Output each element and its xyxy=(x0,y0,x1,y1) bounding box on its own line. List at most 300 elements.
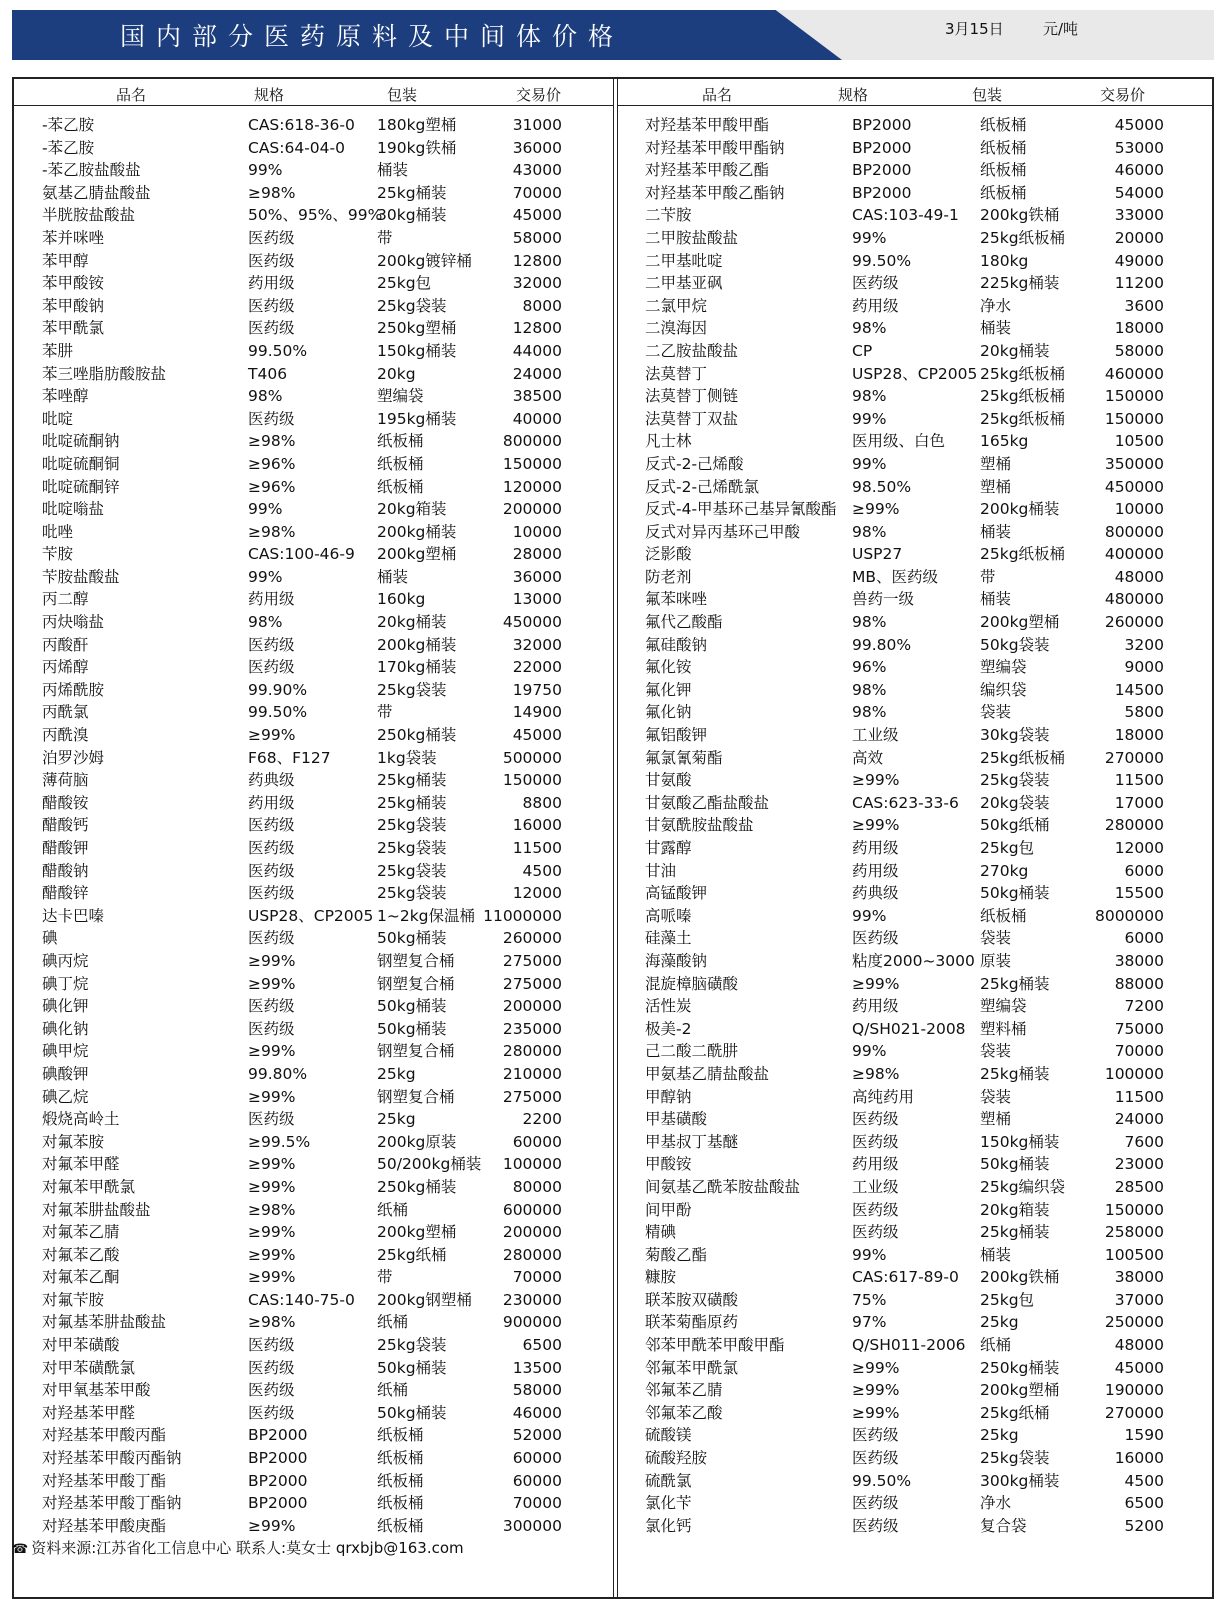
price: 70000 xyxy=(512,1494,562,1513)
price: 800000 xyxy=(502,432,562,451)
product-name: 对甲苯磺酸 xyxy=(42,1336,120,1355)
packaging: 150kg桶装 xyxy=(377,341,457,360)
price: 18000 xyxy=(1114,319,1164,338)
price: 3200 xyxy=(1124,635,1164,654)
spec: 98% xyxy=(852,613,887,632)
packaging: 25kg袋装 xyxy=(377,680,447,699)
price: 45000 xyxy=(1114,1358,1164,1377)
packaging: 25kg xyxy=(377,1064,416,1083)
spec: 医药级 xyxy=(248,635,295,654)
price: 38000 xyxy=(1114,951,1164,970)
spec: 97% xyxy=(852,1313,887,1332)
packaging: 25kg xyxy=(980,1426,1019,1445)
price: 12000 xyxy=(1114,839,1164,857)
table-row xyxy=(0,543,1226,566)
product-name: 苯唑醇 xyxy=(42,387,89,406)
price: 300000 xyxy=(502,1516,562,1535)
spec: 99% xyxy=(248,161,283,180)
spec: 医药级 xyxy=(852,929,899,948)
spec: 工业级 xyxy=(852,726,899,745)
table-row xyxy=(0,476,1226,499)
product-name: 苯并咪唑 xyxy=(42,228,105,247)
packaging: 50kg纸桶 xyxy=(980,816,1050,835)
packaging: 200kg桶装 xyxy=(980,500,1060,519)
packaging: 桶装 xyxy=(980,319,1012,338)
price: 16000 xyxy=(1114,1449,1164,1468)
right-header-spec: 规格 xyxy=(838,86,869,104)
product-name: 氨基乙腈盐酸盐 xyxy=(42,183,151,202)
product-name: 甘油 xyxy=(645,861,677,880)
product-name: 联苯胺双磺酸 xyxy=(645,1290,739,1309)
price: 48000 xyxy=(1114,1336,1164,1355)
product-name: 间甲酚 xyxy=(645,1200,692,1219)
spec: T406 xyxy=(248,364,288,383)
spec: BP2000 xyxy=(248,1449,308,1468)
packaging: 纸板桶 xyxy=(377,1516,424,1535)
spec: 98% xyxy=(248,387,283,406)
price: 17000 xyxy=(1114,793,1164,812)
price: 7200 xyxy=(1124,997,1164,1016)
price: 49000 xyxy=(1114,251,1164,270)
packaging: 塑桶 xyxy=(980,454,1012,473)
spec: ≥99% xyxy=(248,1245,296,1264)
packaging: 25kg袋装 xyxy=(377,861,447,880)
product-name: 碘丙烷 xyxy=(42,951,89,970)
table-row xyxy=(0,973,1226,996)
product-name: 吡啶硫酮钠 xyxy=(42,432,120,451)
spec: 高效 xyxy=(852,748,884,767)
spec: ≥99% xyxy=(852,816,900,835)
price: 46000 xyxy=(1114,161,1164,180)
table-row xyxy=(0,837,1226,860)
price: 16000 xyxy=(512,816,562,835)
price: 12800 xyxy=(512,251,562,270)
spec: ≥96% xyxy=(248,477,296,496)
product-name: 硫酸镁 xyxy=(645,1426,692,1445)
table-row xyxy=(0,950,1226,973)
product-name: 醋酸钙 xyxy=(42,816,89,835)
price: 8000000 xyxy=(1094,906,1164,925)
product-name: 达卡巴嗪 xyxy=(42,906,105,925)
source-note-text: 资料来源:江苏省化工信息中心 联系人:莫女士 qrxbjb@163.com xyxy=(31,1539,464,1557)
packaging: 袋装 xyxy=(980,703,1012,722)
table-row xyxy=(0,882,1226,905)
table-row xyxy=(0,1086,1226,1109)
packaging: 25kg桶装 xyxy=(980,974,1050,993)
table-row xyxy=(0,182,1226,205)
packaging: 50kg桶装 xyxy=(980,1155,1050,1174)
product-name: 吡唑 xyxy=(42,522,74,541)
table-row xyxy=(0,588,1226,611)
price: 11500 xyxy=(1114,1087,1164,1106)
product-name: 氟化铵 xyxy=(645,658,692,677)
price: 1590 xyxy=(1124,1426,1164,1445)
header-rule-right xyxy=(618,105,1212,106)
product-name: 薄荷脑 xyxy=(42,771,89,790)
packaging: 20kg箱装 xyxy=(377,500,447,519)
packaging: 纸板桶 xyxy=(377,1426,424,1445)
product-name: 法莫替丁侧链 xyxy=(645,387,739,406)
packaging: 50kg桶装 xyxy=(377,1403,447,1422)
product-name: -苯乙胺盐酸盐 xyxy=(42,161,141,180)
packaging: 带 xyxy=(377,1268,393,1287)
price: 75000 xyxy=(1114,1019,1164,1038)
spec: CAS:140-75-0 xyxy=(248,1290,355,1309)
product-name: 醋酸铵 xyxy=(42,793,89,812)
packaging: 25kg包 xyxy=(980,839,1035,857)
product-name: 对羟基苯甲酸乙酯 xyxy=(645,161,770,180)
table-row xyxy=(0,1424,1226,1447)
price: 400000 xyxy=(1104,545,1164,564)
price: 450000 xyxy=(502,613,562,632)
price: 43000 xyxy=(512,161,562,180)
product-name: 煅烧高岭土 xyxy=(42,1110,120,1129)
price: 37000 xyxy=(1114,1290,1164,1309)
table-row xyxy=(0,498,1226,521)
packaging: 钢塑复合桶 xyxy=(377,974,455,993)
product-name: 二甲胺盐酸盐 xyxy=(645,228,739,247)
packaging: 纸板桶 xyxy=(377,1471,424,1490)
price: 275000 xyxy=(502,974,562,993)
table-row xyxy=(0,792,1226,815)
product-name: 混旋樟脑磺酸 xyxy=(645,974,739,993)
product-name: 半胱胺盐酸盐 xyxy=(42,206,136,225)
packaging: 200kg桶装 xyxy=(377,522,457,541)
spec: 医药级 xyxy=(248,1019,295,1038)
table-row xyxy=(0,679,1226,702)
table-row xyxy=(0,905,1226,928)
price: 460000 xyxy=(1104,364,1164,383)
price: 45000 xyxy=(1114,116,1164,134)
spec: Q/SH011-2006 xyxy=(852,1336,966,1355)
table-row xyxy=(0,1492,1226,1515)
price: 235000 xyxy=(502,1019,562,1038)
spec: ≥99% xyxy=(852,771,900,790)
packaging: 净水 xyxy=(980,296,1012,315)
table-row xyxy=(0,1515,1226,1538)
spec: 98% xyxy=(248,613,283,632)
product-name: 泊罗沙姆 xyxy=(42,748,105,767)
product-name: 碘酸钾 xyxy=(42,1064,89,1083)
spec: ≥99% xyxy=(248,1516,296,1535)
telephone-icon: ☎ xyxy=(12,1542,29,1557)
packaging: 原装 xyxy=(980,951,1012,970)
packaging: 225kg桶装 xyxy=(980,274,1060,293)
right-header-pack: 包装 xyxy=(972,86,1003,104)
left-header-spec: 规格 xyxy=(254,86,285,104)
packaging: 编织袋 xyxy=(980,680,1027,699)
price: 33000 xyxy=(1114,206,1164,225)
table-row xyxy=(0,137,1226,160)
table-row xyxy=(0,1221,1226,1244)
spec: ≥99% xyxy=(248,951,296,970)
table-row xyxy=(0,1357,1226,1380)
packaging: 25kg纸板桶 xyxy=(980,228,1066,247)
packaging: 纸桶 xyxy=(377,1381,409,1400)
spec: USP27 xyxy=(852,545,903,564)
price: 8800 xyxy=(522,793,562,812)
product-name: 苯甲酰氯 xyxy=(42,319,105,338)
price: 38000 xyxy=(1114,1268,1164,1287)
price: 58000 xyxy=(512,228,562,247)
product-name: 碘乙烷 xyxy=(42,1087,89,1106)
price: 150000 xyxy=(502,454,562,473)
packaging: 钢塑复合桶 xyxy=(377,951,455,970)
product-name: 苄胺 xyxy=(42,545,74,564)
product-name: 碘甲烷 xyxy=(42,1042,89,1061)
price: 36000 xyxy=(512,567,562,586)
price: 9000 xyxy=(1124,658,1164,677)
spec: 医药级 xyxy=(852,1110,899,1129)
packaging: 25kg编织袋 xyxy=(980,1177,1066,1196)
product-name: 对氟苯肼盐酸盐 xyxy=(42,1200,151,1219)
packaging: 袋装 xyxy=(980,1087,1012,1106)
packaging: 165kg xyxy=(980,432,1029,451)
spec: BP2000 xyxy=(852,161,912,180)
packaging: 25kg纸板桶 xyxy=(980,364,1066,383)
product-name: 硫酰氯 xyxy=(645,1471,692,1490)
table-row xyxy=(0,995,1226,1018)
packaging: 纸板桶 xyxy=(377,1449,424,1468)
table-row xyxy=(0,769,1226,792)
price: 480000 xyxy=(1104,590,1164,609)
product-name: 邻氟苯乙腈 xyxy=(645,1381,723,1400)
price: 6500 xyxy=(522,1336,562,1355)
price: 14900 xyxy=(512,703,562,722)
spec: 99% xyxy=(852,1245,887,1264)
product-name: 氯化钙 xyxy=(645,1516,692,1535)
product-name: 甲基磺酸 xyxy=(645,1110,708,1129)
price: 28000 xyxy=(512,545,562,564)
packaging: 195kg桶装 xyxy=(377,409,457,428)
product-name: 苯甲酸铵 xyxy=(42,274,105,293)
spec: ≥99% xyxy=(248,1042,296,1061)
spec: 99.50% xyxy=(852,251,912,270)
packaging: 50kg袋装 xyxy=(980,635,1050,654)
product-name: 苄胺盐酸盐 xyxy=(42,567,120,586)
packaging: 纸桶 xyxy=(377,1200,409,1219)
product-name: 氟氯氰菊酯 xyxy=(645,748,723,767)
product-name: 氟化钠 xyxy=(645,703,692,722)
product-name: 对氟苯乙酸 xyxy=(42,1245,120,1264)
spec: ≥98% xyxy=(248,432,296,451)
packaging: 200kg原装 xyxy=(377,1132,457,1151)
price: 70000 xyxy=(512,183,562,202)
product-name: 二苄胺 xyxy=(645,206,692,225)
table-row xyxy=(0,656,1226,679)
packaging: 25kg纸板桶 xyxy=(980,387,1066,406)
spec: 98.50% xyxy=(852,477,912,496)
packaging: 袋装 xyxy=(980,1042,1012,1061)
packaging: 25kg纸板桶 xyxy=(980,545,1066,564)
table-row xyxy=(0,408,1226,431)
spec: 75% xyxy=(852,1290,887,1309)
product-name: 反式-2-己烯酸 xyxy=(645,454,744,473)
packaging: 25kg纸桶 xyxy=(980,1403,1050,1422)
price: 70000 xyxy=(512,1268,562,1287)
spec: CAS:64-04-0 xyxy=(248,138,345,157)
packaging: 钢塑复合桶 xyxy=(377,1087,455,1106)
packaging: 袋装 xyxy=(980,929,1012,948)
price: 200000 xyxy=(502,997,562,1016)
spec: 医药级 xyxy=(248,319,295,338)
product-name: 醋酸钾 xyxy=(42,839,89,857)
spec: 99% xyxy=(248,500,283,519)
table-row xyxy=(0,1311,1226,1334)
table-row xyxy=(0,860,1226,883)
packaging: 200kg钢塑桶 xyxy=(377,1290,472,1309)
product-name: 甘氨酸乙酯盐酸盐 xyxy=(645,793,770,812)
packaging: 20kg桶装 xyxy=(980,341,1050,360)
spec: ≥98% xyxy=(248,522,296,541)
packaging: 25kg纸板桶 xyxy=(980,409,1066,428)
spec: 药用级 xyxy=(852,839,899,857)
price: 60000 xyxy=(512,1132,562,1151)
product-name: 对氟苯乙酮 xyxy=(42,1268,120,1287)
price: 5800 xyxy=(1124,703,1164,722)
packaging: 25kg袋装 xyxy=(377,884,447,903)
price: 70000 xyxy=(1114,1042,1164,1061)
table-row xyxy=(0,927,1226,950)
price: 100500 xyxy=(1104,1245,1164,1264)
product-name: 联苯菊酯原药 xyxy=(645,1313,739,1332)
product-name: 丙酸酐 xyxy=(42,635,89,654)
price: 150000 xyxy=(1104,409,1164,428)
spec: ≥99% xyxy=(852,1403,900,1422)
packaging: 190kg铁桶 xyxy=(377,138,457,157)
spec: 医药级 xyxy=(248,296,295,315)
packaging: 200kg桶装 xyxy=(377,635,457,654)
spec: 医药级 xyxy=(248,1381,295,1400)
product-name: 碘化钠 xyxy=(42,1019,89,1038)
packaging: 桶装 xyxy=(377,567,409,586)
packaging: 25kg桶装 xyxy=(377,793,447,812)
packaging: 20kg箱装 xyxy=(980,1200,1050,1219)
product-name: 硫酸羟胺 xyxy=(645,1449,708,1468)
price: 14500 xyxy=(1114,680,1164,699)
product-name: 氟苯咪唑 xyxy=(645,590,708,609)
table-row xyxy=(0,1244,1226,1267)
packaging: 1~2kg保温桶 xyxy=(377,906,476,925)
product-name: 苯三唑脂肪酸胺盐 xyxy=(42,364,167,383)
spec: 99% xyxy=(248,567,283,586)
product-name: 硅藻土 xyxy=(645,929,692,948)
price: 450000 xyxy=(1104,477,1164,496)
table-row xyxy=(0,1131,1226,1154)
spec: 99% xyxy=(852,409,887,428)
product-name: 活性炭 xyxy=(645,997,692,1016)
left-header-price: 交易价 xyxy=(516,86,562,104)
product-name: 防老剂 xyxy=(645,567,692,586)
packaging: 25kg桶装 xyxy=(980,1064,1050,1083)
spec: 药典级 xyxy=(852,884,899,903)
product-name: -苯乙胺 xyxy=(42,138,95,157)
source-note xyxy=(12,1537,464,1558)
table-row xyxy=(0,385,1226,408)
product-name: 醋酸钠 xyxy=(42,861,89,880)
right-header-price: 交易价 xyxy=(1100,86,1146,104)
packaging: 50kg桶装 xyxy=(377,997,447,1016)
spec: BP2000 xyxy=(248,1471,308,1490)
price: 6500 xyxy=(1124,1494,1164,1513)
spec: ≥99% xyxy=(248,1087,296,1106)
packaging: 25kg纸板桶 xyxy=(980,748,1066,767)
price: 15500 xyxy=(1114,884,1164,903)
spec: F68、F127 xyxy=(248,748,331,767)
product-name: 二甲基吡啶 xyxy=(645,251,723,270)
price: 18000 xyxy=(1114,726,1164,745)
packaging: 纸板桶 xyxy=(980,116,1027,134)
packaging: 30kg袋装 xyxy=(980,726,1050,745)
price: 2200 xyxy=(522,1110,562,1129)
price: 10500 xyxy=(1114,432,1164,451)
product-name: 对羟基苯甲酸甲酯 xyxy=(645,116,770,134)
spec: ≥98% xyxy=(248,1200,296,1219)
price-unit: 元/吨 xyxy=(1043,20,1079,38)
packaging: 纸板桶 xyxy=(377,1494,424,1513)
spec: BP2000 xyxy=(852,183,912,202)
packaging: 桶装 xyxy=(980,590,1012,609)
table-row xyxy=(0,1266,1226,1289)
packaging: 纸板桶 xyxy=(980,183,1027,202)
spec: 药用级 xyxy=(852,997,899,1016)
product-name: 二乙胺盐酸盐 xyxy=(645,341,739,360)
price: 45000 xyxy=(512,726,562,745)
packaging: 250kg桶装 xyxy=(980,1358,1060,1377)
product-name: 邻苯甲酰苯甲酸甲酯 xyxy=(645,1336,785,1355)
product-name: 甲氨基乙腈盐酸盐 xyxy=(645,1064,770,1083)
packaging: 25kg桶装 xyxy=(980,1223,1050,1242)
spec: 药用级 xyxy=(852,861,899,880)
packaging: 纸板桶 xyxy=(377,454,424,473)
product-name: 氟化钾 xyxy=(645,680,692,699)
product-name: 碘化钾 xyxy=(42,997,89,1016)
price: 230000 xyxy=(502,1290,562,1309)
table-row xyxy=(0,317,1226,340)
product-name: 对氟苯乙腈 xyxy=(42,1223,120,1242)
price: 150000 xyxy=(1104,387,1164,406)
packaging: 净水 xyxy=(980,1494,1012,1513)
price: 280000 xyxy=(502,1245,562,1264)
product-name: 吡啶 xyxy=(42,409,74,428)
packaging: 300kg桶装 xyxy=(980,1471,1060,1490)
product-name: 氟代乙酸酯 xyxy=(645,613,723,632)
price: 275000 xyxy=(502,1087,562,1106)
price: 10000 xyxy=(1114,500,1164,519)
packaging: 170kg桶装 xyxy=(377,658,457,677)
table-row xyxy=(0,1447,1226,1470)
spec: BP2000 xyxy=(852,138,912,157)
product-name: 二氯甲烷 xyxy=(645,296,708,315)
table-row xyxy=(0,1199,1226,1222)
product-name: 苯甲酸钠 xyxy=(42,296,105,315)
packaging: 塑桶 xyxy=(980,1110,1012,1129)
table-row xyxy=(0,1108,1226,1131)
packaging: 250kg塑桶 xyxy=(377,319,457,338)
packaging: 桶装 xyxy=(980,522,1012,541)
price: 3600 xyxy=(1124,296,1164,315)
packaging: 200kg铁桶 xyxy=(980,206,1060,225)
product-name: 对氟苯甲酰氯 xyxy=(42,1177,136,1196)
product-name: 甲醇钠 xyxy=(645,1087,692,1106)
spec: 医药级 xyxy=(248,884,295,903)
price: 260000 xyxy=(1104,613,1164,632)
spec: 医药级 xyxy=(852,1426,899,1445)
product-name: 对羟基苯甲醛 xyxy=(42,1403,136,1422)
product-name: 高锰酸钾 xyxy=(645,884,708,903)
packaging: 200kg铁桶 xyxy=(980,1268,1060,1287)
packaging: 50kg桶装 xyxy=(980,884,1050,903)
